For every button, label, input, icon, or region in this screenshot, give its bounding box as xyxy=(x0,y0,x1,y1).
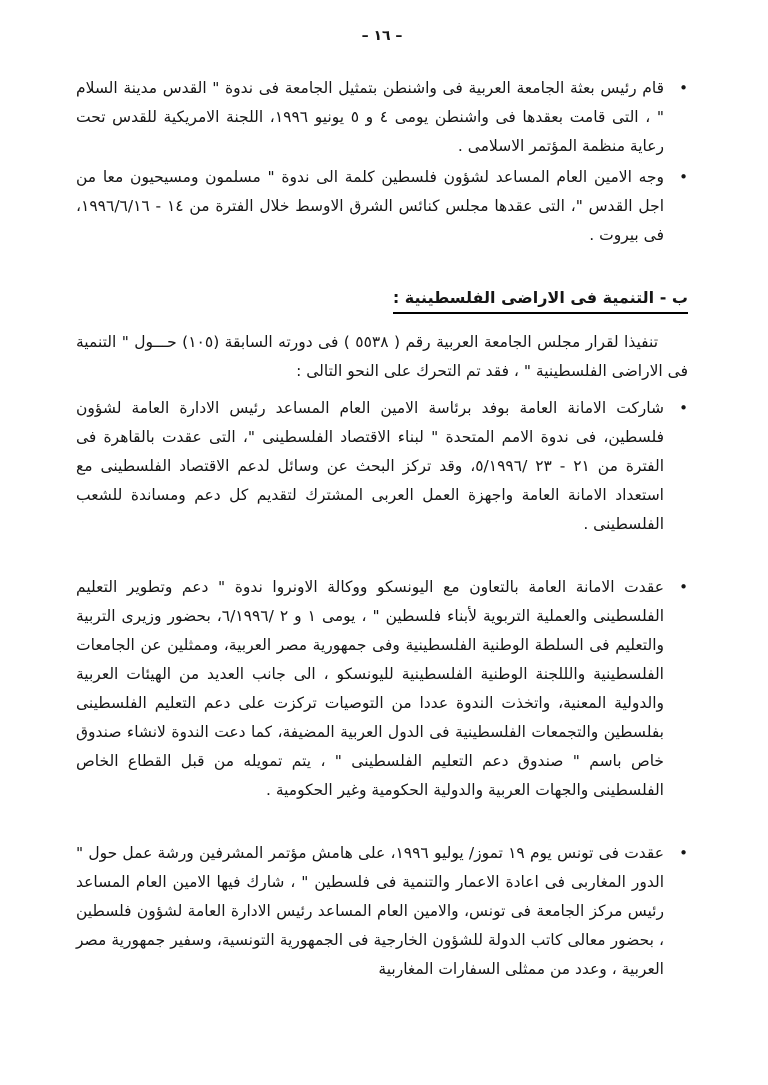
bullet-dot-icon: • xyxy=(679,578,688,596)
bullet-item xyxy=(76,74,688,161)
bullet-dot-icon: • xyxy=(679,844,688,862)
development-activities-section xyxy=(76,394,688,984)
bullet-item xyxy=(76,163,688,250)
bullet-text: شاركت الامانة العامة بوفد برئاسة الامين العام المساعد رئيس الادارة العامة لشؤون فلسطين، فى ندوة الامم المتحدة " لبناء الاقتصاد الفلسطينى "، التى عقدت بالقاهرة فى الفترة من ٢١ - ٢٣ /٥/١٩٩٦، وقد تركز البحث عن وسائل لدعم الاقتصاد الفلسطينى مع استعداد الامانة العامة واجهزة العمل العربى المشترك لتقديم كل دعم ومساندة للشعب الفلسطينى . xyxy=(76,399,664,533)
bullet-text: وجه الامين العام المساعد لشؤون فلسطين كلمة الى ندوة " مسلمون ومسيحيون معا من اجل القدس "، التى عقدها مجلس كنائس الشرق الاوسط خلال الفترة من ١٤ - ١٩٩٦/٦/١٦، فى بيروت . xyxy=(76,168,664,244)
jerusalem-activities-section xyxy=(76,74,688,250)
bullet-text: عقدت فى تونس يوم ١٩ تموز/ يوليو ١٩٩٦، على هامش مؤتمر المشرفين ورشة عمل حول " الدور المغاربى فى اعادة الاعمار والتنمية فى فلسطين " ، شارك فيها الامين العام المساعد رئيس مركز الجامعة فى تونس، والامين العام المساعد رئيس الادارة العامة لشؤون فلسطين ، بحضور معالى كاتب الدولة للشؤون الخارجية فى الجمهورية التونسية، وسفير جمهورية مصر العربية ، وعدد من ممثلى السفارات المغاربية xyxy=(76,844,665,978)
bullet-dot-icon: • xyxy=(679,168,688,186)
section-intro-paragraph: تنفيذا لقرار مجلس الجامعة العربية رقم ( ٥٥٣٨ ) فى دورته السابقة (١٠٥) حـــول " التنمية فى الاراضى الفلسطينية " ، فقد تم التحرك على النحو التالى : xyxy=(76,333,688,380)
bullet-text: عقدت الامانة العامة بالتعاون مع اليونسكو ووكالة الاونروا ندوة " دعم وتطوير التعليم الفلسطينى والعملية التربوية لأبناء فلسطين " ، يومى ١ و ٢ /٦/١٩٩٦، بحضور وزيرى التربية والتعليم فى السلطة الوطنية الفلسطينية وفى جمهورية مصر العربية، وممثلين عن الجامعات الفلسطينية والللجنة الوطنية الفلسطينية لليونسكو ، الى جانب العديد من الهيئات العربية والدولية المعنية، واتخذت الندوة عددا من التوصيات تركزت على دعم التعليم الفلسطينى بفلسطين والتجمعات الفلسطينية فى الدول العربية المضيفة، كما دعت الندوة لانشاء صندوق خاص باسم " صندوق دعم التعليم الفلسطينى " ، يتم تمويله من قبل القطاع الخاص الفلسطينى والجهات العربية والدولية الحكومية وغير الحكومية . xyxy=(76,578,665,799)
section-heading-development: ب - التنمية فى الاراضى الفلسطينية : xyxy=(393,288,688,314)
page-number: – ١٦ – xyxy=(361,28,403,44)
bullet-dot-icon: • xyxy=(679,79,688,97)
bullet-item xyxy=(76,839,688,984)
bullet-text: قام رئيس بعثة الجامعة العربية فى واشنطن بتمثيل الجامعة فى ندوة " القدس مدينة السلام " ، التى قامت بعقدها فى واشنطن يومى ٤ و ٥ يونيو ١٩٩٦، اللجنة الامريكية للقدس تحت رعاية منظمة المؤتمر الاسلامى . xyxy=(76,79,664,155)
bullet-dot-icon: • xyxy=(679,399,688,417)
section-heading-row xyxy=(76,288,688,314)
bullet-item xyxy=(76,394,688,539)
bullet-item xyxy=(76,573,688,805)
